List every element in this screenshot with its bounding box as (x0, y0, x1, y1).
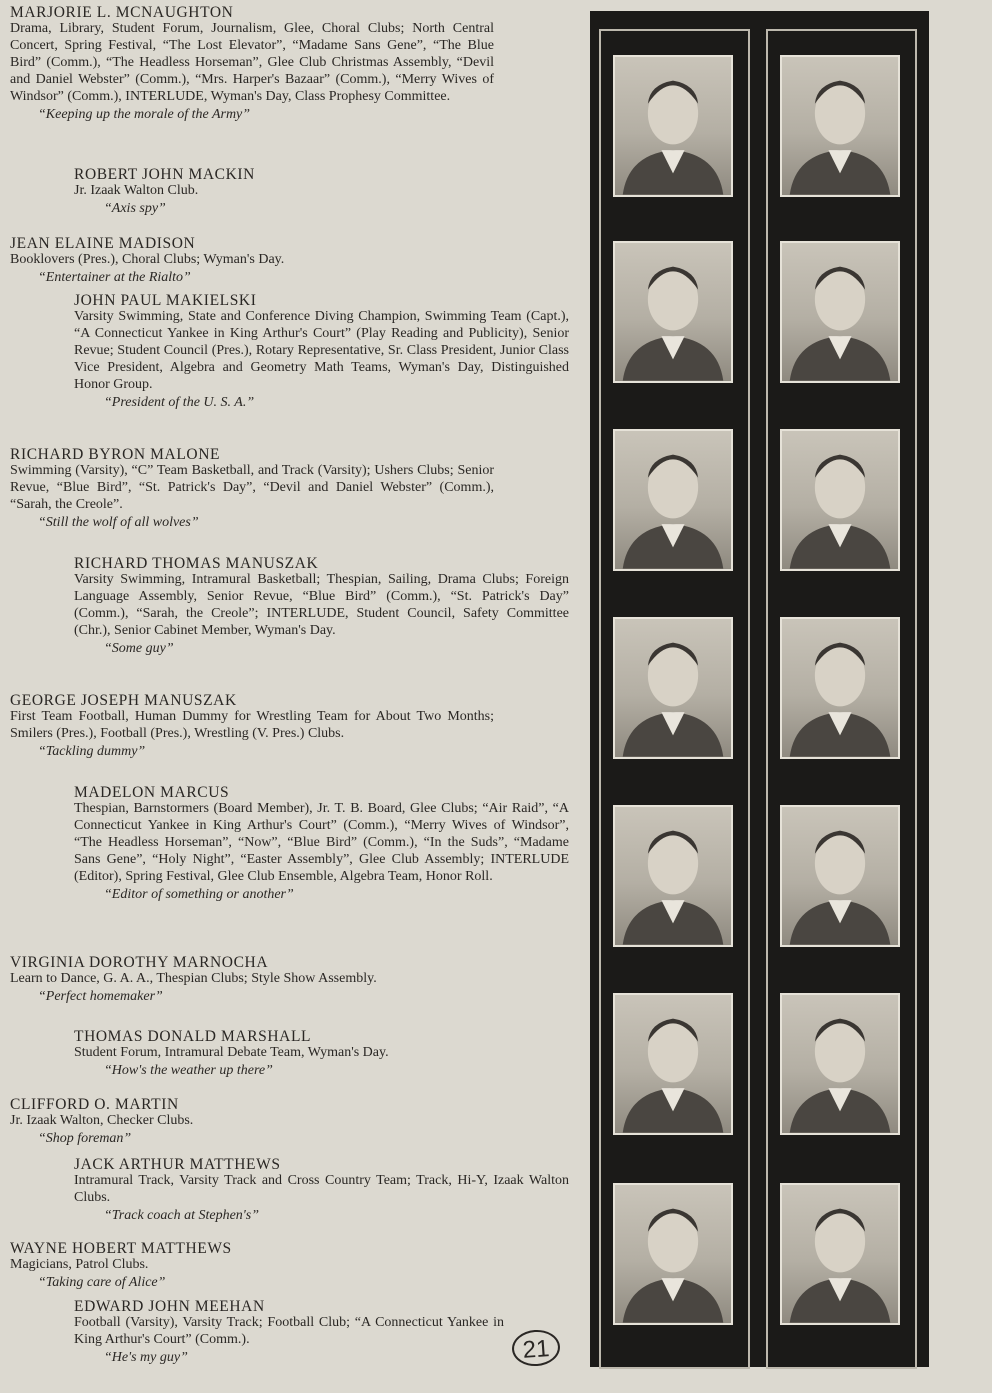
student-portrait (613, 241, 733, 383)
student-portrait (613, 429, 733, 571)
student-name: JOHN PAUL MAKIELSKI (74, 292, 257, 309)
student-quote: “How's the weather up there” (104, 1062, 273, 1078)
entry-makielski (74, 292, 569, 411)
student-portrait (613, 55, 733, 197)
student-quote: “Some guy” (104, 640, 174, 656)
student-name: MADELON MARCUS (74, 784, 230, 801)
student-activities: Swimming (Varsity), “C” Team Basketball, and Track (Varsity); Ushers Clubs; Senior Revue, “Blue Bird”, “St. Patrick's Day”, “Devil and Daniel Webster” (Comm.), “Sarah, the Creole”. (10, 463, 494, 512)
student-name: MARJORIE L. MCNAUGHTON (10, 4, 234, 21)
student-portrait (613, 805, 733, 947)
entry-george-manuszak (10, 692, 565, 760)
portrait-panel (590, 11, 929, 1367)
student-activities: Magicians, Patrol Clubs. (10, 1257, 149, 1272)
student-portrait (613, 1183, 733, 1325)
entry-madison (10, 235, 565, 286)
student-portrait (780, 617, 900, 759)
entry-marshall (74, 1028, 569, 1079)
student-activities: Learn to Dance, G. A. A., Thespian Clubs; Style Show Assembly. (10, 971, 377, 986)
entry-jack-matthews (74, 1156, 569, 1224)
student-name: RICHARD BYRON MALONE (10, 446, 221, 463)
student-name: CLIFFORD O. MARTIN (10, 1096, 179, 1113)
student-quote: “Tackling dummy” (38, 743, 146, 759)
student-activities: Student Forum, Intramural Debate Team, Wyman's Day. (74, 1045, 389, 1060)
student-quote: “President of the U. S. A.” (104, 394, 255, 410)
student-quote: “Track coach at Stephen's” (104, 1207, 260, 1223)
student-portrait (780, 55, 900, 197)
entry-mcnaughton (10, 4, 565, 123)
entry-richard-manuszak (74, 555, 569, 657)
student-quote: “Perfect homemaker” (38, 988, 163, 1004)
student-activities: Jr. Izaak Walton, Checker Clubs. (10, 1113, 194, 1128)
page-number: 21 (511, 1328, 561, 1367)
student-activities: Drama, Library, Student Forum, Journalism, Glee, Choral Clubs; North Central Concert, Spring Festival, “The Lost Elevator”, “Madame Sans Gene”, “The Blue Bird” (Comm.), “The Headless Horseman”, Glee Club Christmas Assembly, “Devil and Daniel Webster” (Comm.), “Mrs. Harper's Bazaar” (Comm.), “Merry Wives of Windsor” (Comm.), INTERLUDE, Wyman's Day, Class Prophesy Committee. (10, 21, 494, 104)
student-name: GEORGE JOSEPH MANUSZAK (10, 692, 237, 709)
entry-meehan (74, 1298, 569, 1366)
student-quote: “Editor of something or another” (104, 886, 294, 902)
student-portrait (780, 241, 900, 383)
student-quote: “Axis spy” (104, 200, 166, 216)
portrait-strip-right (766, 29, 917, 1369)
student-activities: Varsity Swimming, Intramural Basketball; Thespian, Sailing, Drama Clubs; Foreign Language Assembly, Senior Revue, “Blue Bird” (Comm.), “St. Patrick's Day” (Comm.), “Sarah, the Creole”; INTERLUDE, Student Council, Safety Committee (Chr.), Senior Cabinet Member, Wyman's Day. (74, 572, 569, 638)
student-name: RICHARD THOMAS MANUSZAK (74, 555, 319, 572)
entry-marnocha (10, 954, 565, 1005)
student-portrait (780, 805, 900, 947)
student-quote: “Still the wolf of all wolves” (38, 514, 199, 530)
student-portrait (613, 617, 733, 759)
student-name: VIRGINIA DOROTHY MARNOCHA (10, 954, 269, 971)
student-quote: “Keeping up the morale of the Army” (38, 106, 251, 122)
entry-martin (10, 1096, 565, 1147)
student-activities: Booklovers (Pres.), Choral Clubs; Wyman's Day. (10, 252, 285, 267)
student-activities: Intramural Track, Varsity Track and Cross Country Team; Track, Hi-Y, Izaak Walton Clubs. (74, 1173, 569, 1205)
student-portrait (780, 993, 900, 1135)
student-name: JACK ARTHUR MATTHEWS (74, 1156, 281, 1173)
entry-mackin (74, 166, 569, 217)
student-activities: Football (Varsity), Varsity Track; Football Club; “A Connecticut Yankee in King Arthur's Court” (Comm.). (74, 1315, 504, 1347)
portrait-strip-left (599, 29, 750, 1369)
student-activities: Thespian, Barnstormers (Board Member), Jr. T. B. Board, Glee Clubs; “Air Raid”, “A Connecticut Yankee in King Arthur's Court” (Comm.), “Merry Wives of Windsor”, “The Headless Horseman”, “Now”, “Blue Bird” (Comm.), “In the Suds”, “Madame Sans Gene”, “Holy Night”, “Easter Assembly”, Glee Club Assembly; INTERLUDE (Editor), Spring Festival, Glee Club Ensemble, Algebra Team, Honor Roll. (74, 801, 569, 884)
student-portrait (780, 429, 900, 571)
student-name: EDWARD JOHN MEEHAN (74, 1298, 265, 1315)
student-quote: “He's my guy” (104, 1349, 188, 1365)
student-activities: Jr. Izaak Walton Club. (74, 183, 199, 198)
student-activities: First Team Football, Human Dummy for Wrestling Team for About Two Months; Smilers (Pres.), Football (Pres.), Wrestling (V. Pres.) Clubs. (10, 709, 494, 741)
entry-malone (10, 446, 565, 531)
student-name: THOMAS DONALD MARSHALL (74, 1028, 312, 1045)
entry-wayne-matthews (10, 1240, 565, 1291)
student-name: JEAN ELAINE MADISON (10, 235, 196, 252)
student-quote: “Shop foreman” (38, 1130, 132, 1146)
student-name: WAYNE HOBERT MATTHEWS (10, 1240, 232, 1257)
student-portrait (780, 1183, 900, 1325)
student-name: ROBERT JOHN MACKIN (74, 166, 255, 183)
student-quote: “Entertainer at the Rialto” (38, 269, 191, 285)
student-quote: “Taking care of Alice” (38, 1274, 166, 1290)
student-portrait (613, 993, 733, 1135)
student-activities: Varsity Swimming, State and Conference Diving Champion, Swimming Team (Capt.), “A Connecticut Yankee in King Arthur's Court” (Play Reading and Publicity), Senior Revue; Student Council (Pres.), Rotary Representative, Sr. Class President, Junior Class Vice President, Algebra and Geometry Math Teams, Wyman's Day, Distinguished Honor Group. (74, 309, 569, 392)
entry-marcus (74, 784, 569, 903)
